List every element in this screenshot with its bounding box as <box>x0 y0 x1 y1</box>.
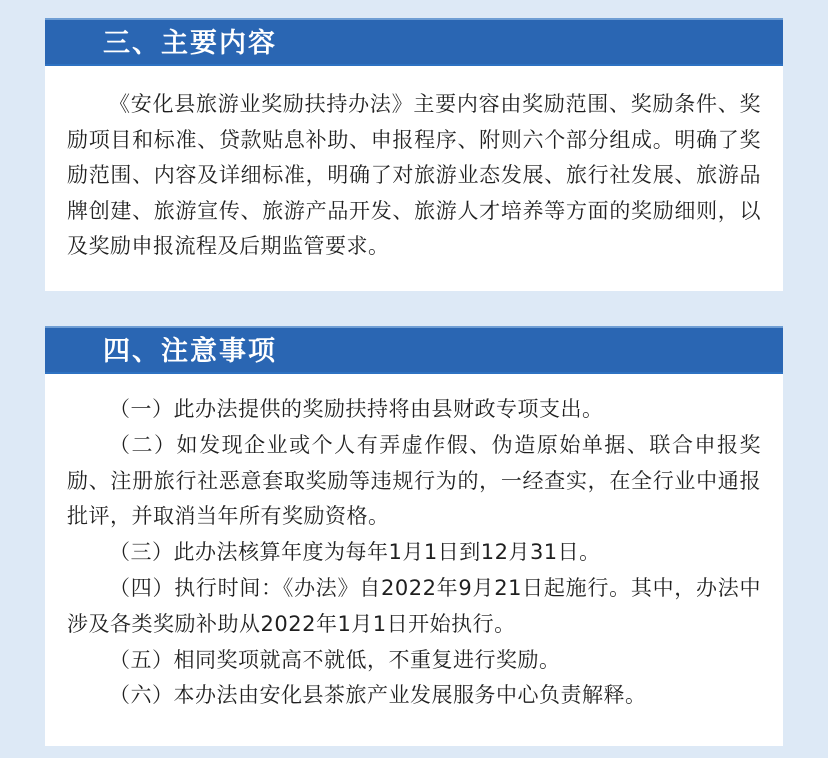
note-item: （三）此办法核算年度为每年1月1日到12月31日。 <box>109 540 601 565</box>
section-heading: 三、主要内容 <box>45 18 783 66</box>
section-heading: 四、注意事项 <box>45 326 783 374</box>
note-item: （四）执行时间：《办法》自2022年9月21日起施行。其中，办法中涉及各类奖励补助从2022年1月1日开始执行。 <box>67 575 761 636</box>
notes-list <box>45 374 783 746</box>
section-body: 《安化县旅游业奖励扶持办法》主要内容由奖励范围、奖励条件、奖励项目和标准、贷款贴息补助、申报程序、附则六个部分组成。明确了奖励范围、内容及详细标准，明确了对旅游业态发展、旅行社发展、旅游品牌创建、旅游宣传、旅游产品开发、旅游人才培养等方面的奖励细则，以及奖励申报流程及后期监管要求。 <box>45 66 783 291</box>
note-item: （六）本办法由安化县茶旅产业发展服务中心负责解释。 <box>109 683 647 708</box>
section-main-content <box>45 18 783 291</box>
note-item: （一）此办法提供的奖励扶持将由县财政专项支出。 <box>109 397 604 421</box>
section-notes <box>45 326 783 746</box>
note-item: （五）相同奖项就高不就低，不重复进行奖励。 <box>109 647 561 672</box>
note-item: （二）如发现企业或个人有弄虚作假、伪造原始单据、联合申报奖励、注册旅行社恶意套取奖励等违规行为的，一经查实，在全行业中通报批评，并取消当年所有奖励资格。 <box>67 432 761 529</box>
